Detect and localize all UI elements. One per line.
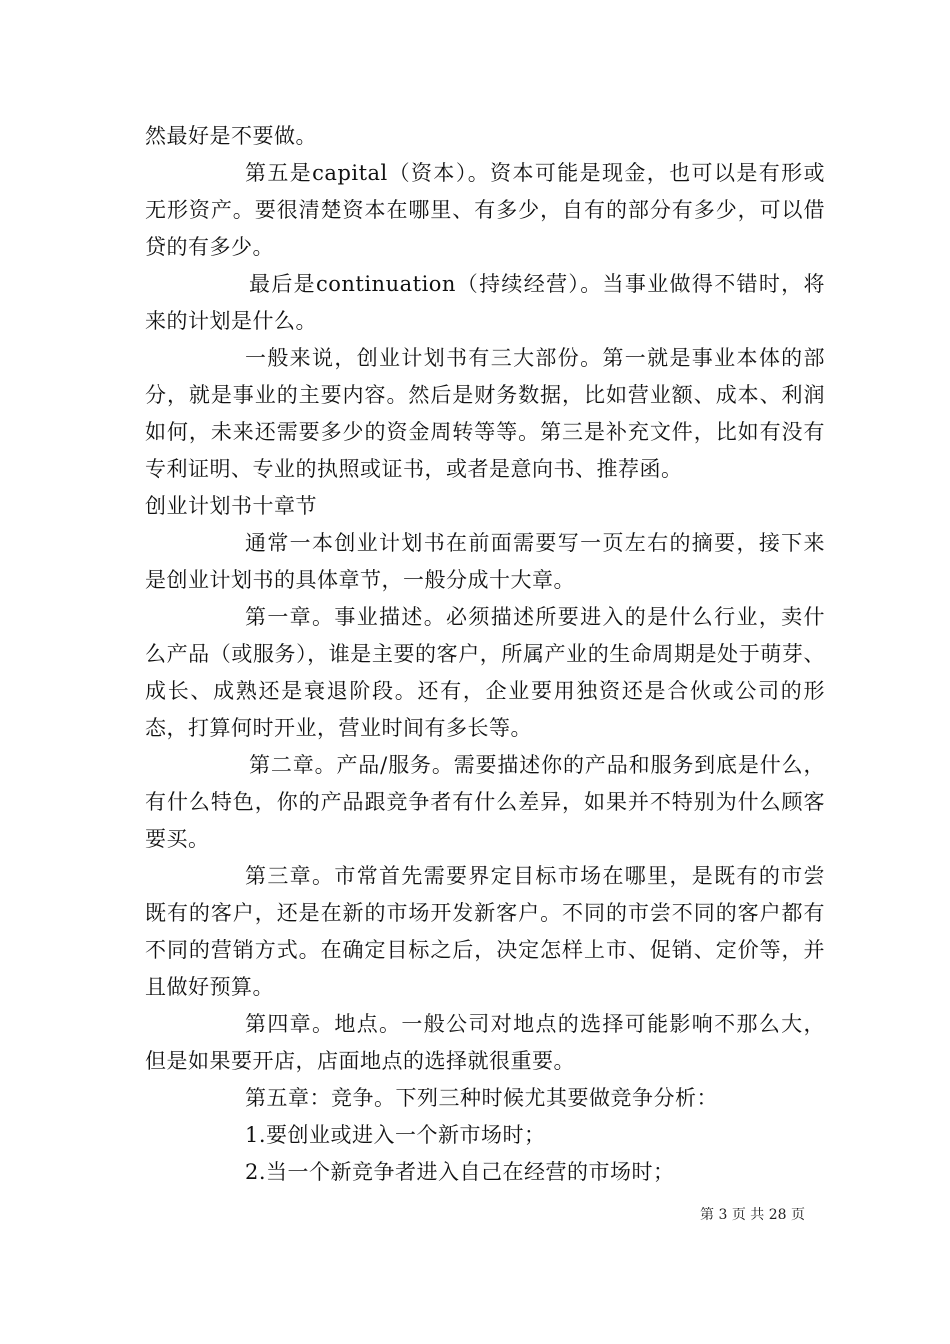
paragraph-summary: 通常一本创业计划书在前面需要写一页左右的摘要，接下来是创业计划书的具体章节，一般分成十大章。	[145, 531, 825, 592]
paragraph-chapter-3: 第三章。市常首先需要界定目标市场在哪里，是既有的市尝既有的客户，还是在新的市场开发新客户。不同的市尝不同的客户都有不同的营销方式。在确定目标之后，决定怎样上市、促销、定价等，并且做好预算。	[145, 864, 825, 999]
paragraph-capital: 第五是capital（资本）。资本可能是现金，也可以是有形或无形资产。要很清楚资本在哪里、有多少，自有的部分有多少，可以借贷的有多少。	[145, 161, 825, 259]
document-body	[145, 118, 825, 1191]
paragraph-chapter-5: 第五章：竞争。下列三种时候尤其要做竞争分析：	[245, 1086, 718, 1110]
paragraph-1: 然最好是不要做。	[145, 124, 317, 148]
paragraph-chapter-1: 第一章。事业描述。必须描述所要进入的是什么行业，卖什么产品（或服务），谁是主要的客户，所属产业的生命周期是处于萌芽、成长、成熟还是衰退阶段。还有，企业要用独资还是合伙或公司的形态，打算何时开业，营业时间有多长等。	[145, 605, 825, 740]
paragraph-three-parts: 一般来说，创业计划书有三大部份。第一就是事业本体的部分，就是事业的主要内容。然后是财务数据，比如营业额、成本、利润如何，未来还需要多少的资金周转等等。第三是补充文件，比如有没有专利证明、专业的执照或证书，或者是意向书、推荐函。	[145, 346, 825, 481]
list-item-2: 2.当一个新竞争者进入自己在经营的市场时；	[245, 1160, 675, 1184]
section-heading-ten-chapters: 创业计划书十章节	[145, 494, 317, 518]
paragraph-continuation: 最后是continuation（持续经营）。当事业做得不错时，将来的计划是什么。	[145, 272, 825, 333]
page-number-footer: 第 3 页 共 28 页	[700, 1207, 805, 1223]
paragraph-chapter-2: 第二章。产品/服务。需要描述你的产品和服务到底是什么，有什么特色，你的产品跟竞争者有什么差异，如果并不特别为什么顾客要买。	[145, 753, 825, 851]
list-item-1: 1.要创业或进入一个新市场时；	[245, 1123, 546, 1147]
paragraph-chapter-4: 第四章。地点。一般公司对地点的选择可能影响不那么大，但是如果要开店，店面地点的选择就很重要。	[145, 1012, 825, 1073]
